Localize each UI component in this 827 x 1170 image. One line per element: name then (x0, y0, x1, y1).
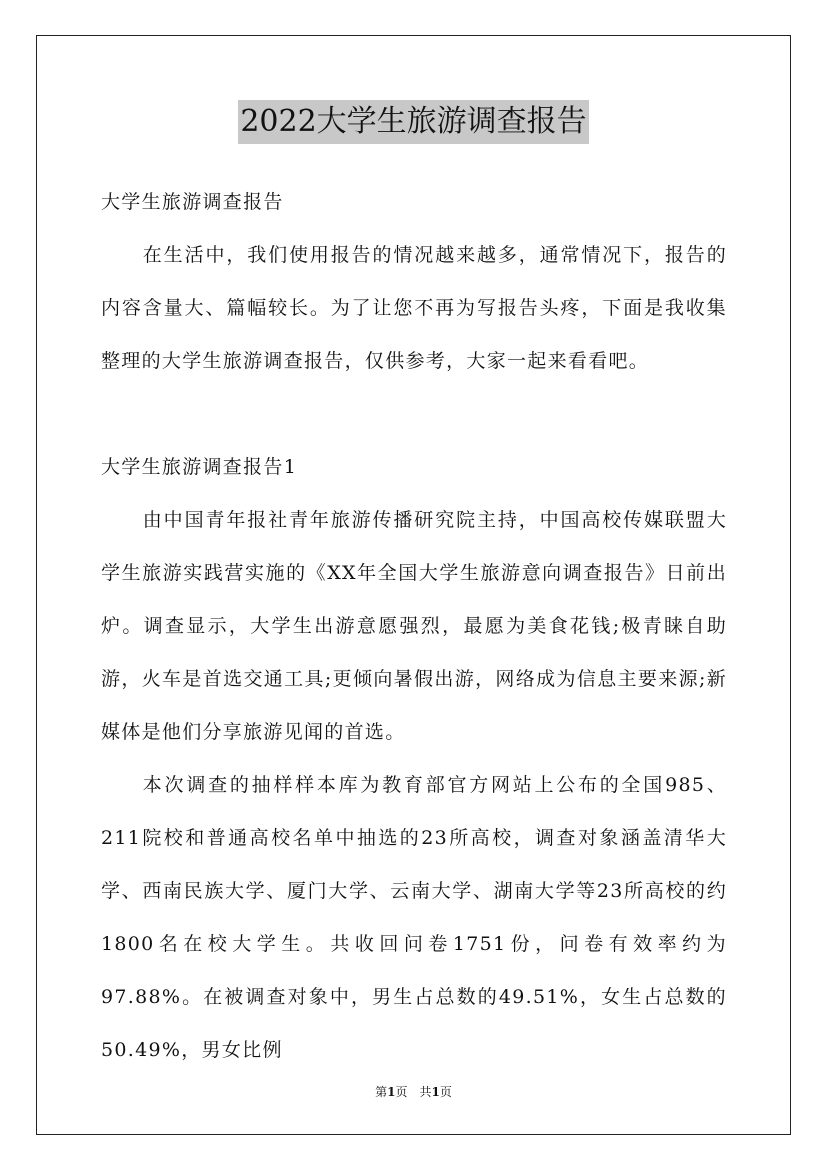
document-title: 2022大学生旅游调查报告 (238, 100, 588, 144)
document-subtitle: 大学生旅游调查报告 (101, 191, 284, 213)
section-1-paragraph-2: 本次调查的抽样样本库为教育部官方网站上公布的全国985、211院校和普通高校名单中抽选的23所高校，调查对象涵盖清华大学、西南民族大学、厦门大学、云南大学、湖南大学等23所高校的约1800名在校大学生。共收回问卷1751份，问卷有效率约为97.88%。在被调查对象中，男生占总数的49.51%，女生占总数的50.49%，男女比例 (101, 774, 727, 1061)
footer-page-prefix: 第 (375, 1085, 388, 1099)
footer-page-total: 1 (431, 1085, 440, 1099)
footer-page-suffix: 页 (439, 1085, 452, 1099)
section-1-heading: 大学生旅游调查报告1 (101, 456, 298, 478)
document-body (101, 176, 727, 1077)
title-container (0, 100, 827, 144)
footer-page-mid: 页 共 (395, 1085, 432, 1099)
section-spacer (101, 388, 727, 441)
footer-page-current: 1 (387, 1085, 396, 1099)
intro-paragraph: 在生活中，我们使用报告的情况越来越多，通常情况下，报告的内容含量大、篇幅较长。为了让您不再为写报告头疼，下面是我收集整理的大学生旅游调查报告，仅供参考，大家一起来看看吧。 (101, 244, 727, 372)
page-footer (0, 1083, 827, 1100)
section-1-paragraph-1: 由中国青年报社青年旅游传播研究院主持，中国高校传媒联盟大学生旅游实践营实施的《XX年全国大学生旅游意向调查报告》日前出炉。调查显示，大学生出游意愿强烈，最愿为美食花钱;极青睐自助游，火车是首选交通工具;更倾向暑假出游，网络成为信息主要来源;新媒体是他们分享旅游见闻的首选。 (101, 509, 727, 743)
